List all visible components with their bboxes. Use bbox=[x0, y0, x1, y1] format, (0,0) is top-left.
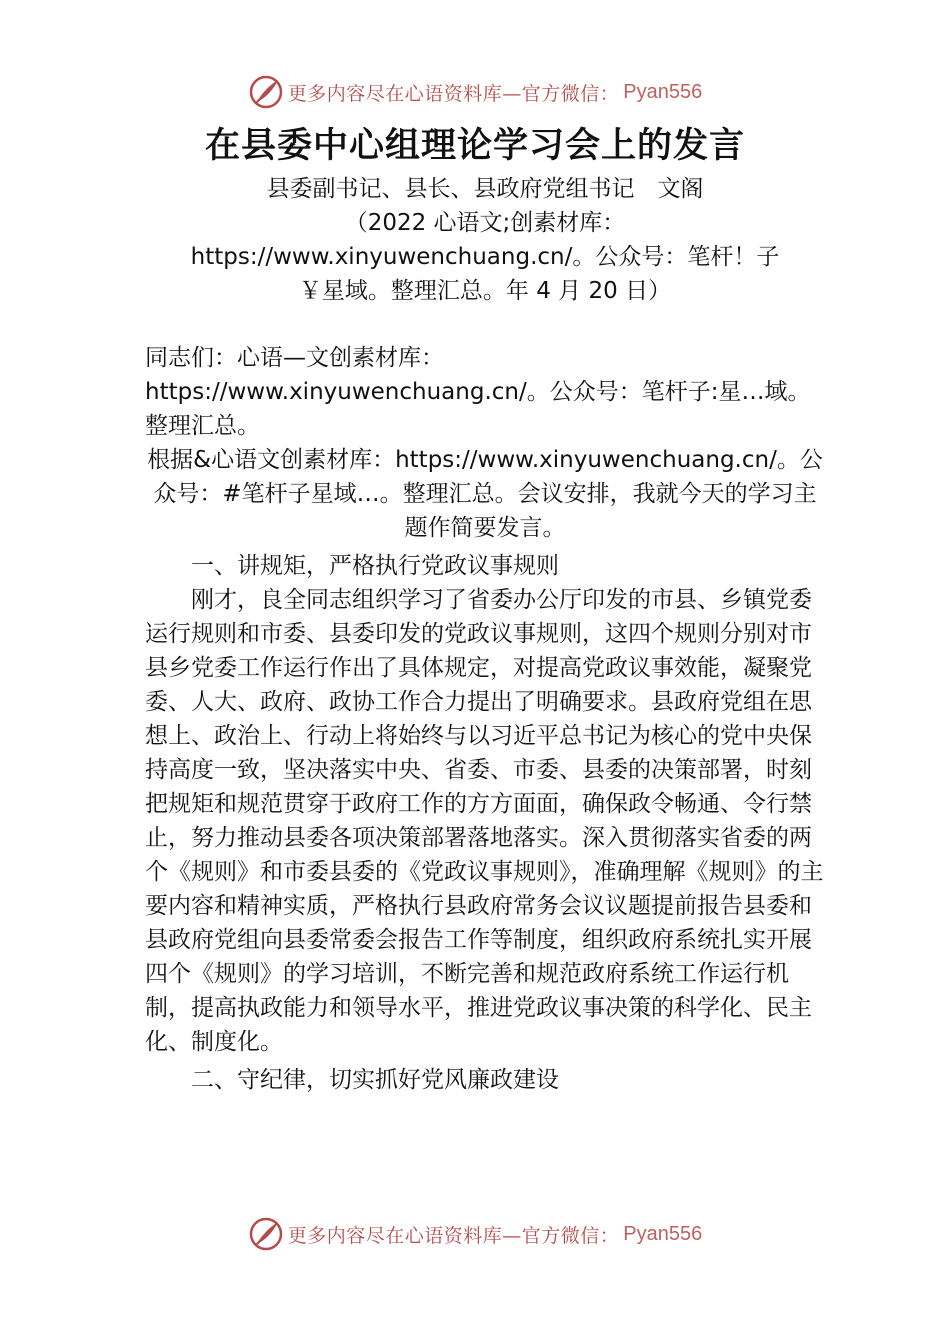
document-body bbox=[145, 341, 825, 1097]
document-title: 在县委中心组理论学习会上的发言 bbox=[204, 125, 745, 166]
source-line-1: （2022 心语文;创素材库： bbox=[344, 210, 626, 236]
banner-wechat-id: Pyan556 bbox=[623, 1222, 703, 1245]
footer-banner bbox=[0, 1212, 950, 1256]
section-1-body: 刚才，良全同志组织学习了省委办公厅印发的市县、乡镇党委运行规则和市委、县委印发的党政议事规则，这四个规则分别对市县乡党委工作运行作出了具体规定，对提高党政议事效能，凝聚党委、人大、政府、政协工作合力提出了明确要求。县政府党组在思想上、政治上、行动上将始终与以习近平总书记为核心的党中央保持高度一致，坚决落实中央、省委、市委、县委的决策部署，时刻把规矩和规范贯穿于政府工作的方方面面，确保政令畅通、令行禁止，努力推动县委各项决策部署落地落实。深入贯彻落实省委的两个《规则》和市委县委的《党政议事规则》，准确理解《规则》的主要内容和精神实质，严格执行县政府常务会议议题提前报告县委和县政府党组向县委常委会报告工作等制度，组织政府系统扎实开展四个《规则》的学习培训，不断完善和规范政府系统工作运行机制，提高执政能力和领导水平，推进党政议事决策的科学化、民主化、制度化。 bbox=[145, 587, 824, 1055]
banner-wechat-id: Pyan556 bbox=[623, 80, 703, 103]
document-meta bbox=[145, 172, 825, 308]
quill-logo-icon bbox=[248, 1216, 284, 1252]
source-line-3: ￥星域。整理汇总。年 4 月 20 日） bbox=[298, 278, 672, 304]
section-2-heading: 二、守纪律，切实抓好党风廉政建设 bbox=[191, 1067, 559, 1093]
banner-text: 更多内容尽在心语资料库—官方微信： bbox=[287, 82, 620, 105]
source-line-2: https://www.xinyuwenchuang.cn/。公众号：笔杆！子 bbox=[190, 244, 780, 270]
header-banner bbox=[0, 70, 950, 114]
author-line: 县委副书记、县长、县政府党组书记 文阁 bbox=[266, 176, 704, 202]
section-1-heading: 一、讲规矩，严格执行党政议事规则 bbox=[191, 553, 559, 579]
greeting-paragraph: 同志们：心语—文创素材库：https://www.xinyuwenchuang.cn/。公众号：笔杆子:星…域。整理汇总。 bbox=[145, 345, 811, 439]
banner-text: 更多内容尽在心语资料库—官方微信： bbox=[287, 1224, 620, 1247]
quill-logo-icon bbox=[248, 74, 284, 110]
intro-paragraph: 根据&心语文创素材库：https://www.xinyuwenchuang.cn/。公众号：#笔杆子星域…。整理汇总。会议安排，我就今天的学习主题作简要发言。 bbox=[147, 447, 823, 541]
